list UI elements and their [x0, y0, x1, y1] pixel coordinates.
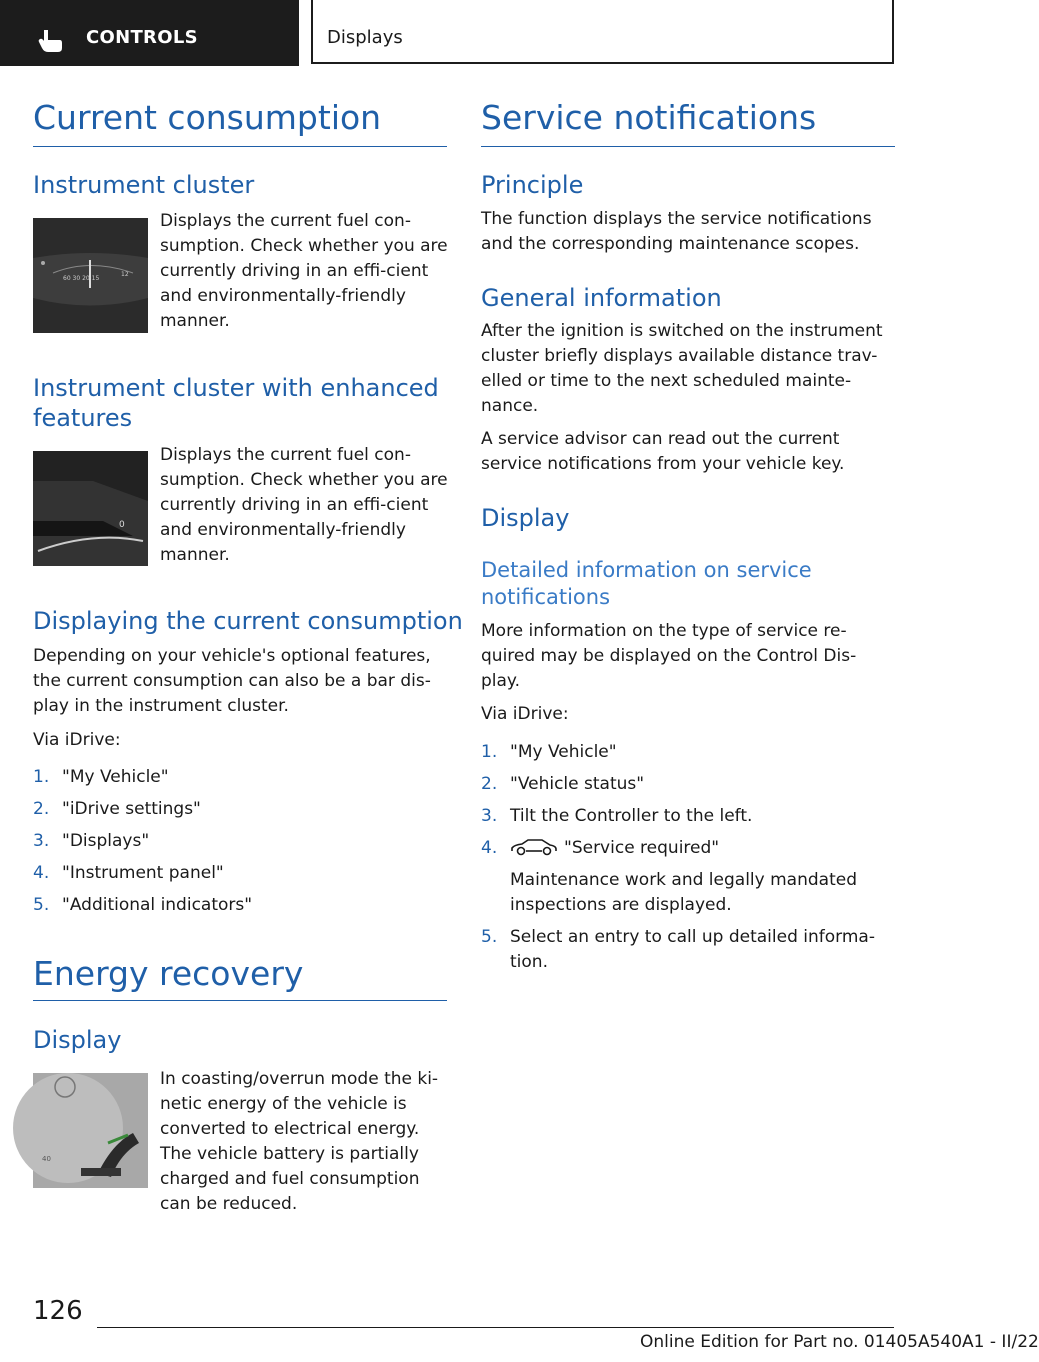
car-icon — [510, 838, 558, 856]
section-label: CONTROLS — [86, 27, 198, 48]
enhanced-heading: Instrument cluster with enhanced features — [33, 374, 439, 432]
service-steps — [481, 740, 895, 982]
detailed-info-text: More information on the type of service re-quired may be displayed on the Control Dis-play. — [481, 621, 857, 691]
principle-text: The function displays the service notifications and the corresponding maintenance scopes. — [481, 209, 872, 254]
title-rule — [481, 146, 895, 147]
current-consumption-title: Current consumption — [33, 98, 382, 137]
svg-text:0: 0 — [119, 520, 125, 530]
list-item: 3. Tilt the Controller to the left. — [481, 806, 753, 826]
detailed-info-heading: Detailed information on service notifications — [481, 558, 812, 609]
svg-text:40: 40 — [42, 1155, 51, 1163]
display-heading: Display — [481, 504, 570, 532]
title-rule — [33, 146, 447, 147]
consumption-steps — [33, 765, 447, 925]
energy-recovery-title: Energy recovery — [33, 954, 304, 993]
instrument-cluster-image — [33, 218, 148, 333]
general-info-text-2: A service advisor can read out the current service notifications from your vehicle key. — [481, 429, 845, 474]
via-idrive-label: Via iDrive: — [481, 704, 569, 724]
list-item: 4. "Instrument panel" — [33, 863, 224, 883]
displaying-heading: Displaying the current consumption — [33, 607, 463, 635]
svg-text:60 30 20 15: 60 30 20 15 — [63, 275, 100, 282]
general-info-heading: General information — [481, 284, 722, 312]
list-item: 1. "My Vehicle" — [33, 767, 169, 787]
principle-heading: Principle — [481, 171, 584, 199]
instrument-cluster-text: Displays the current fuel con-sumption. Check whether you are currently driving in an effi-cient and environmentally-friendly manner. — [160, 211, 448, 331]
service-notifications-title: Service notifications — [481, 98, 817, 137]
list-item: 4. "Service required" Maintenance work and legally mandated inspections are displayed. — [481, 838, 857, 915]
page-header — [0, 0, 960, 66]
energy-recovery-image — [33, 1073, 148, 1188]
energy-display-heading: Display — [33, 1026, 122, 1054]
list-item: 5. "Additional indicators" — [33, 895, 253, 915]
displaying-text: Depending on your vehicle's optional features, the current consumption can also be a bar dis-play in the instrument cluster. — [33, 646, 431, 716]
section-tab — [0, 0, 299, 66]
list-item: 3. "Displays" — [33, 831, 150, 851]
via-idrive-label: Via iDrive: — [33, 730, 121, 750]
list-item: 2. "Vehicle status" — [481, 774, 645, 794]
list-item: 1. "My Vehicle" — [481, 742, 617, 762]
edition-text: Online Edition for Part no. 01405A540A1 - II/22 — [640, 1332, 1039, 1352]
page-number: 126 — [33, 1296, 83, 1326]
title-rule — [33, 1000, 447, 1001]
enhanced-cluster-image — [33, 451, 148, 566]
pointing-hand-icon — [34, 26, 66, 54]
svg-text:12: 12 — [121, 271, 129, 278]
chapter-tab — [311, 0, 894, 64]
general-info-text-1: After the ignition is switched on the instrument cluster briefly displays available distance trav-elled or time to the next scheduled mainte-nance. — [481, 321, 883, 416]
enhanced-text: Displays the current fuel con-sumption. Check whether you are currently driving in an effi-cient and environmentally-friendly manner. — [160, 445, 448, 565]
list-item: 2. "iDrive settings" — [33, 799, 201, 819]
chapter-label: Displays — [327, 27, 403, 48]
footer-rule — [97, 1327, 894, 1328]
energy-recovery-text: In coasting/overrun mode the ki-netic energy of the vehicle is converted to electrical energy. The vehicle battery is partially charged and fuel consumption can be reduced. — [160, 1069, 439, 1214]
instrument-cluster-heading: Instrument cluster — [33, 171, 255, 199]
list-item: 5. Select an entry to call up detailed informa-tion. — [481, 927, 875, 972]
